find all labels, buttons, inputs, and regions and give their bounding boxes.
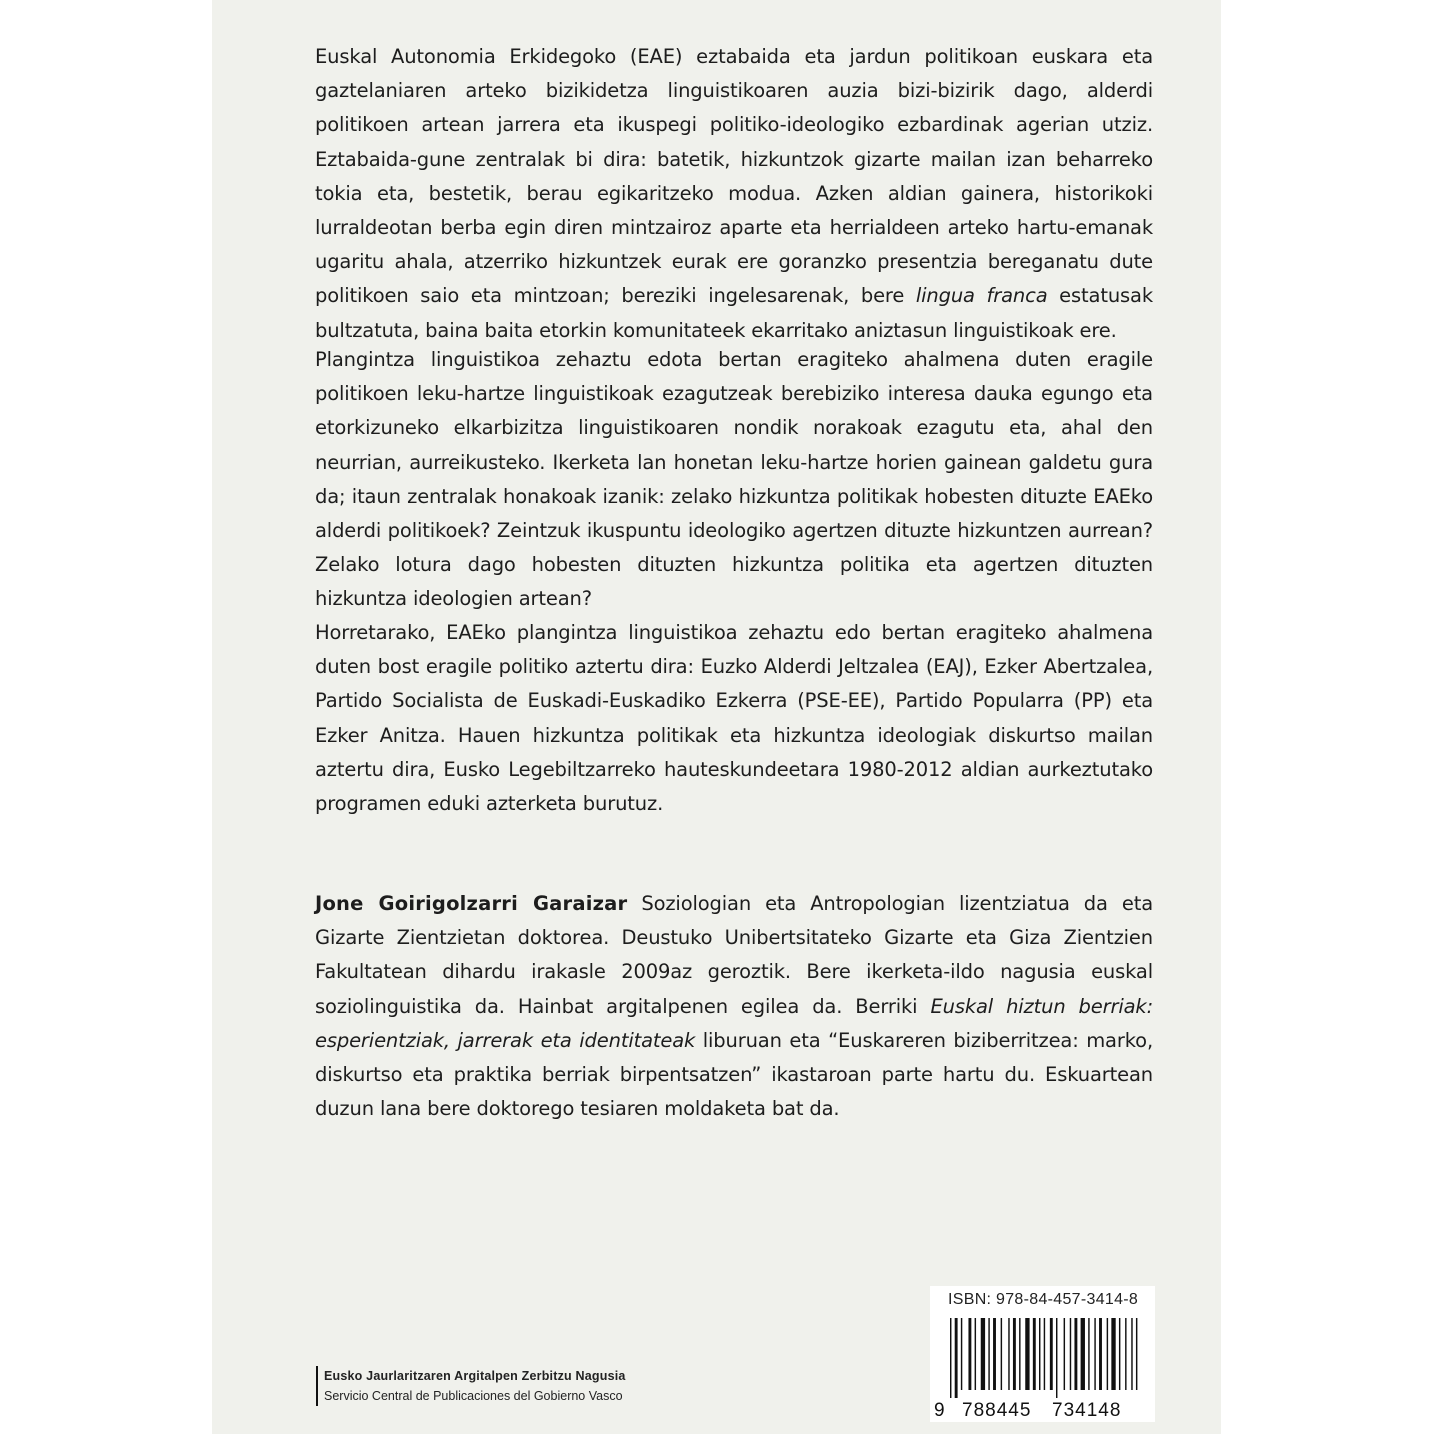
barcode-bar — [1081, 1318, 1085, 1390]
barcode-bar — [1001, 1318, 1002, 1390]
author-bio — [315, 887, 1153, 1126]
barcode-bar — [1088, 1318, 1089, 1390]
barcode-bar — [961, 1318, 962, 1390]
isbn-label: ISBN: 978-84-457-3414-8 — [948, 1291, 1139, 1308]
barcode-bar — [1013, 1318, 1016, 1390]
author-name: Jone Goirigolzarri Garaizar — [315, 892, 628, 915]
barcode-bar — [950, 1318, 951, 1398]
barcode-bar — [1136, 1318, 1137, 1390]
barcode — [930, 1316, 1155, 1422]
barcode-bar — [1064, 1318, 1065, 1390]
barcode-bar — [1070, 1318, 1071, 1390]
barcode-bar — [993, 1318, 996, 1390]
barcode-bar — [1125, 1318, 1126, 1390]
barcode-bar — [1008, 1318, 1009, 1390]
paragraph-1 — [315, 40, 1153, 348]
barcode-bar — [981, 1318, 985, 1390]
barcode-bar — [1050, 1318, 1053, 1390]
barcode-digits-left: 788445 — [962, 1400, 1032, 1421]
publisher-line-1: Eusko Jaurlaritzaren Argitalpen Zerbitzu Nagusia — [324, 1369, 626, 1383]
barcode-bar — [1107, 1318, 1108, 1390]
paragraph-2-text: Plangintza linguistikoa zehaztu edota bertan eragiteko ahalmena duten eragile politikoen leku-hartze linguistikoak ezagutzeak berebiziko interesa dauka egungo eta etorkizuneko elkarbizitza linguistikoaren nondik norakoak ezagutu eta, ahal den neurrian, aurreikusteko. Ikerketa lan honetan leku-hartze horien gainean galdetu gura da; itaun zentralak honakoak izanik: zelako hizkuntza politikak hobesten dituzte EAEko alderdi politikoek? Zeintzuk ikuspuntu ideologiko agertzen dituzte hizkuntzen aurrean? Zelako lotura dago hobesten dituzten hizkuntza politika eta agertzen dituzten hizkuntza ideologien artean? — [315, 348, 1153, 611]
barcode-bar — [1044, 1318, 1045, 1390]
bio-text-a: Soziologian eta Antropologian lizentziatua da eta Gizarte Zientzietan doktorea. Deustuko Unibertsitateko Gizarte eta Giza Zientzien Fakultatean dihardu irakasle 2009az geroztik. Bere ikerketa-ildo nagusia euskal soziolinguistika da. Hainbat argitalpenen egilea da. Berriki — [315, 892, 1153, 1018]
barcode-bar — [1019, 1318, 1020, 1390]
paragraph-1-italic: lingua franca — [915, 284, 1048, 308]
paragraph-2 — [315, 343, 1153, 617]
publisher-line-2: Servicio Central de Publicaciones del Gobierno Vasco — [324, 1389, 623, 1403]
barcode-bar — [1056, 1318, 1057, 1398]
publisher-block — [316, 1366, 626, 1406]
bio-book-title: Euskal hiztun berriak: esperientziak, jarrerak eta identitateak — [315, 994, 1153, 1052]
paragraph-1-text-b: estatusak bultzatuta, baina baita etorkin komunitateek ekarritako aniztasun linguistikoak ere. — [315, 284, 1153, 342]
barcode-bar — [1039, 1318, 1040, 1390]
barcode-bar — [1131, 1318, 1132, 1390]
bio-text-b: liburuan eta “Euskareren biziberritzea: marko, diskurtso eta praktika berriak birpentsatzen” ikastaroan parte hartu du. Eskuartean duzun lana bere doktorego tesiaren moldaketa bat da. — [315, 1028, 1153, 1121]
barcode-bar — [1119, 1318, 1120, 1390]
barcode-bar — [968, 1318, 971, 1390]
barcode-bar — [1074, 1318, 1077, 1390]
barcode-bar — [1033, 1318, 1036, 1390]
barcode-bar — [1111, 1318, 1115, 1390]
barcode-bar — [1025, 1318, 1029, 1390]
paragraph-1-text-a: Euskal Autonomia Erkidegoko (EAE) eztabaida eta jardun politikoan euskara eta gaztelaniaren arteko bizikidetza linguistikoaren auzia bizi-bizirik dago, alderdi politikoen artean jarrera eta ikuspegi politiko-ideologiko ezbardinak agerian utziz. Eztabaida-gune zentralak bi dira: batetik, hizkuntzok gizarte mailan izan beharreko tokia eta, bestetik, berau egikaritzeko modua. Azken aldian gainera, historikoki lurraldeotan berba egin diren mintzairoz aparte eta herrialdeen arteko hartu-emanak ugaritu ahala, atzerriko hizkuntzek eurak ere goranzko presentzia bereganatu dute politikoen saio eta mintzoan; bereziki ingelesarenak, bere — [315, 45, 1153, 308]
isbn-barcode-box — [930, 1286, 1155, 1422]
barcode-bar — [988, 1318, 989, 1390]
barcode-digit-first: 9 — [934, 1400, 945, 1421]
paragraph-3 — [315, 616, 1153, 821]
barcode-bar — [1094, 1318, 1095, 1390]
barcode-digits-right: 734148 — [1052, 1400, 1122, 1421]
barcode-bar — [955, 1318, 958, 1398]
paragraph-3-text: Horretarako, EAEko plangintza linguistikoa zehaztu edo bertan eragiteko ahalmena duten bost eragile politiko aztertu dira: Euzko Alderdi Jeltzalea (EAJ), Ezker Abertzalea, Partido Socialista de Euskadi-Euskadiko Ezkerra (PSE-EE), Partido Popularra (PP) eta Ezker Anitza. Hauen hizkuntza politikak eta hizkuntza ideologiak diskurtso mailan aztertu dira, Eusko Legebiltzarreko hauteskundeetara 1980-2012 aldian aurkeztutako programen eduki azterketa burutuz. — [315, 621, 1153, 816]
barcode-bar — [1099, 1318, 1102, 1390]
barcode-bar — [975, 1318, 976, 1390]
